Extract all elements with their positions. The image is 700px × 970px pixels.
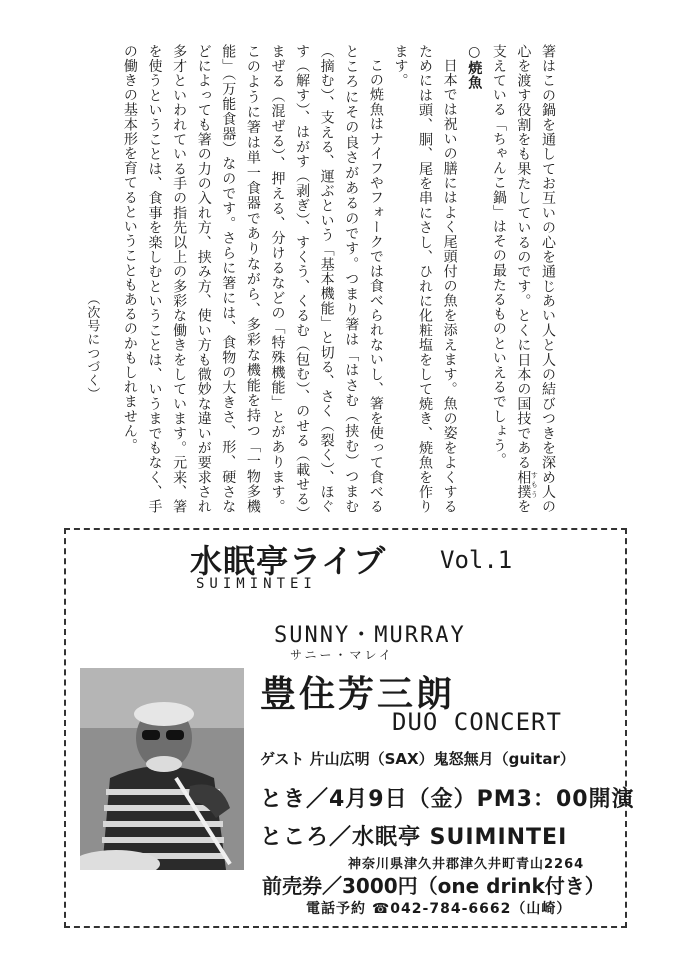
section-heading-yakizakana: ○焼魚 (466, 44, 483, 90)
performer-photo (80, 668, 244, 870)
date-line: とき／4月9日（金）PM3：00開演 (260, 787, 635, 812)
continued-note: （次号につづく） (84, 292, 100, 401)
venue-line: ところ／水眠亭 SUIMINTEI (260, 825, 568, 850)
address-line: 神奈川県津久井郡津久井町青山2264 (348, 857, 585, 872)
concert-flyer (64, 528, 635, 928)
flyer-title: 水眠亭ライブ (190, 542, 387, 580)
flyer-title-romaji: SUIMINTEI (196, 576, 317, 592)
guest-line: ゲスト 片山広明（SAX）鬼怒無月（guitar） (260, 750, 575, 768)
drummer-photo-icon (80, 668, 244, 870)
ticket-line: 前売券／3000円（one drink付き） (262, 874, 605, 898)
artist-name-kana: サニー・マレイ (290, 648, 394, 662)
article-paragraph-intro: 箸はこの鍋を通してお互いの心を通じあい人と人の結びつきを深め人の心を渡す役割をも果たしているのです。とくに日本の国技である相撲 すもうを支えている「ちゃんこ鍋」はその最たるものといえるでしょう。 (490, 44, 556, 515)
flyer-volume: Vol.1 (440, 546, 513, 574)
phone-line: 電話予約 ☎042-784-6662（山崎） (306, 901, 572, 917)
article-paragraph-yakizakana: 日本では祝いの膳にはよく尾頭付の魚を添えます。魚の姿をよくするためには頭、胴、尾を串にさし、ひれに化粧塩をして焼き、焼魚を作ります。 (392, 44, 458, 514)
article-paragraph-chopsticks: この焼魚はナイフやフォークでは食べられないし、箸を使って食べるところにその良さがあるのです。つまり箸は「はさむ（挟む）つまむ（摘む）、支える、運ぶという「基本機能」と切る、さく（裂く）、ほぐす（解す）、はがす（剥ぎ）、すくう、くるむ（包む）、のせる（載せる）まぜる（混ぜる）、押える、分けるなどの「特殊機能」とがあります。このように箸は単一食器でありながら、多彩な機能を持つ「一物多機能」（万能食器）なのです。さらに箸には、食物の大きさ、形、硬さなどによっても箸の力の入れ方、挟み方、使い方も微妙な違いが要求され多才といわれている手の指先以上の多彩な働きをしています。元来、箸を使うということは、食事を楽しむということは、いうまでもなく、手の働きの基本形を育てるということもあるのかもしれません。 (121, 44, 384, 514)
sumo-ruby: 相撲 すもう (515, 470, 539, 500)
performer-name: 豊住芳三朗 (260, 674, 456, 715)
concert-type: DUO CONCERT (392, 708, 562, 736)
artist-name: SUNNY・MURRAY (274, 623, 466, 648)
article-body (84, 44, 560, 515)
